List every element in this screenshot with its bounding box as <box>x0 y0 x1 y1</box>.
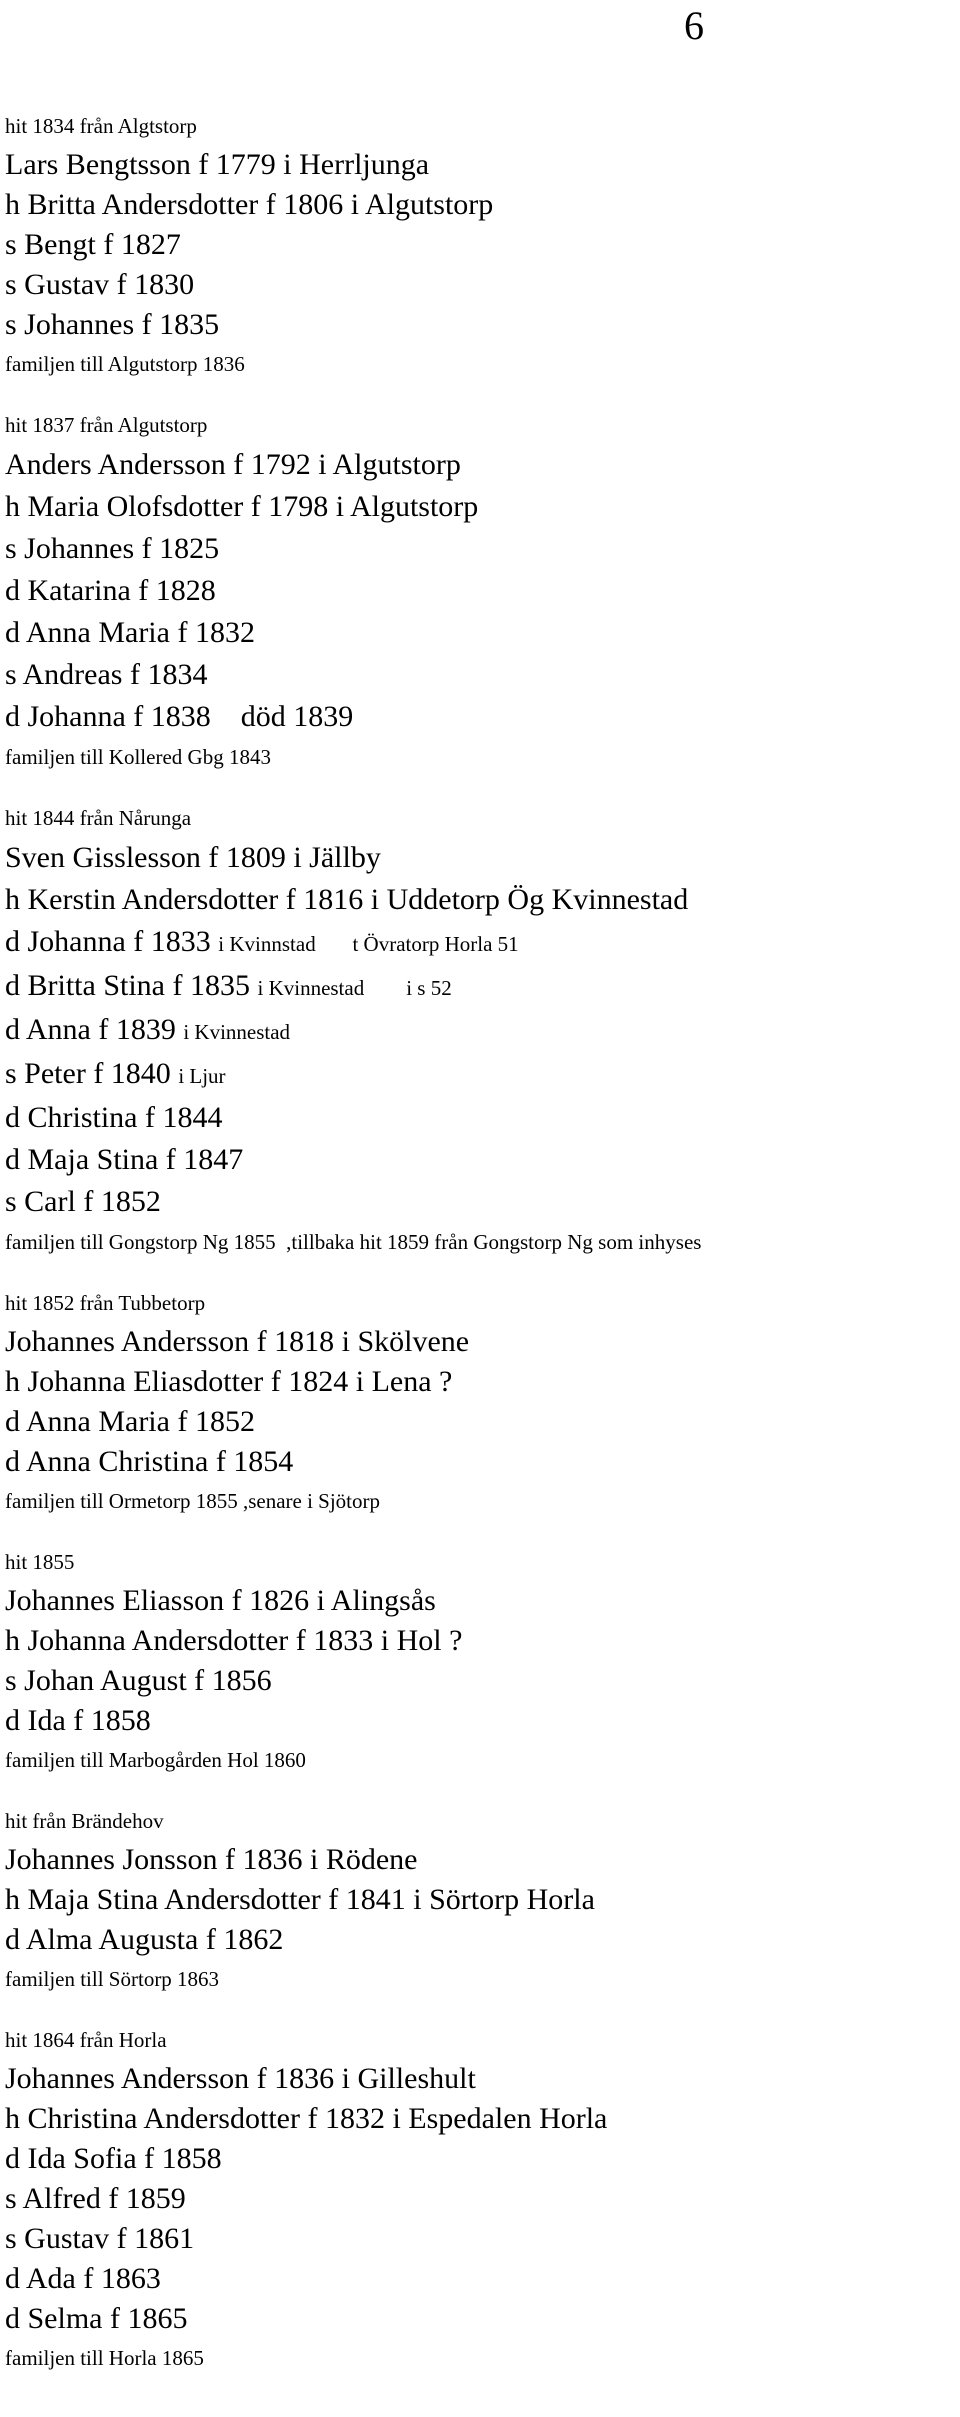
entry-departure-footer: familjen till Horla 1865 <box>5 2346 204 2370</box>
entry-departure-footer: familjen till Gongstorp Ng 1855 ,tillbaka hit 1859 från Gongstorp Ng som inhyses <box>5 1230 702 1254</box>
person-line <box>5 1442 960 1482</box>
person-line <box>5 879 960 921</box>
person-line <box>5 225 960 265</box>
person-line <box>5 486 960 528</box>
person-text: Anders Andersson f 1792 i Algutstorp <box>5 448 461 481</box>
person-line <box>5 1661 960 1701</box>
entry-departure-footer: familjen till Marbogården Hol 1860 <box>5 1748 306 1772</box>
person-note: i Kvinnstad t Övratorp Horla 51 <box>218 932 519 956</box>
person-text: d Christina f 1844 <box>5 1101 223 1134</box>
entry-arrival-header: hit 1837 från Algutstorp <box>5 413 208 437</box>
person-text: Johannes Jonsson f 1836 i Rödene <box>5 1843 418 1876</box>
household-entry <box>5 799 960 1261</box>
person-line <box>5 2179 960 2219</box>
person-note: i Ljur <box>178 1064 226 1088</box>
entry-arrival-header: hit 1855 <box>5 1550 75 1574</box>
person-text: s Johannes f 1835 <box>5 308 220 341</box>
person-text: s Johan August f 1856 <box>5 1664 272 1697</box>
person-text: h Johanna Eliasdotter f 1824 i Lena ? <box>5 1365 453 1398</box>
person-note: i Kvinnestad i s 52 <box>257 976 452 1000</box>
person-text: d Selma f 1865 <box>5 2302 188 2335</box>
household-entry <box>5 1543 960 1779</box>
person-line <box>5 965 960 1009</box>
person-text: d Ida Sofia f 1858 <box>5 2142 222 2175</box>
person-text: s Bengt f 1827 <box>5 228 181 261</box>
person-text: d Katarina f 1828 <box>5 574 216 607</box>
person-line <box>5 1053 960 1097</box>
person-line <box>5 1362 960 1402</box>
person-line <box>5 145 960 185</box>
person-text: Lars Bengtsson f 1779 i Herrljunga <box>5 148 430 181</box>
household-entry <box>5 107 960 383</box>
person-line <box>5 305 960 345</box>
person-text: h Maja Stina Andersdotter f 1841 i Sörtorp Horla <box>5 1883 595 1916</box>
person-text: s Gustav f 1861 <box>5 2222 195 2255</box>
person-line <box>5 1840 960 1880</box>
person-line <box>5 265 960 305</box>
person-text: Sven Gisslesson f 1809 i Jällby <box>5 841 381 874</box>
person-line <box>5 2099 960 2139</box>
person-text: s Carl f 1852 <box>5 1185 161 1218</box>
person-text: d Alma Augusta f 1862 <box>5 1923 284 1956</box>
person-text: h Johanna Andersdotter f 1833 i Hol ? <box>5 1624 463 1657</box>
person-text: s Johannes f 1825 <box>5 532 220 565</box>
person-text: h Christina Andersdotter f 1832 i Espedalen Horla <box>5 2102 608 2135</box>
person-line <box>5 837 960 879</box>
person-text: s Alfred f 1859 <box>5 2182 186 2215</box>
person-line <box>5 1402 960 1442</box>
person-text: d Anna Maria f 1832 <box>5 616 255 649</box>
person-line <box>5 2139 960 2179</box>
person-text: d Anna Christina f 1854 <box>5 1445 294 1478</box>
person-line <box>5 2299 960 2339</box>
person-line <box>5 528 960 570</box>
person-text: h Britta Andersdotter f 1806 i Algutstorp <box>5 188 494 221</box>
person-line <box>5 1701 960 1741</box>
person-line <box>5 1139 960 1181</box>
person-line <box>5 696 960 738</box>
person-text: d Johanna f 1833 <box>5 925 219 958</box>
person-line <box>5 1097 960 1139</box>
person-line <box>5 1880 960 1920</box>
household-entry <box>5 2021 960 2377</box>
entry-departure-footer: familjen till Sörtorp 1863 <box>5 1967 220 1991</box>
document-body <box>5 107 960 2400</box>
entry-arrival-header: hit 1834 från Algtstorp <box>5 114 197 138</box>
person-line <box>5 570 960 612</box>
person-line <box>5 2059 960 2099</box>
person-line <box>5 2259 960 2299</box>
entry-departure-footer: familjen till Kollered Gbg 1843 <box>5 745 271 769</box>
person-text: d Ada f 1863 <box>5 2262 161 2295</box>
person-text: d Johanna f 1838 död 1839 <box>5 700 354 733</box>
person-text: d Maja Stina f 1847 <box>5 1143 244 1176</box>
person-text: Johannes Eliasson f 1826 i Alingsås <box>5 1584 436 1617</box>
person-text: d Anna Maria f 1852 <box>5 1405 255 1438</box>
person-text: Johannes Andersson f 1818 i Skölvene <box>5 1325 470 1358</box>
person-line <box>5 444 960 486</box>
household-entry <box>5 1802 960 1998</box>
person-text: s Peter f 1840 <box>5 1057 179 1090</box>
person-text: d Anna f 1839 <box>5 1013 184 1046</box>
person-line <box>5 1581 960 1621</box>
entry-arrival-header: hit 1844 från Nårunga <box>5 806 192 830</box>
person-line <box>5 1181 960 1223</box>
person-text: s Gustav f 1830 <box>5 268 195 301</box>
person-note: i Kvinnestad <box>183 1020 291 1044</box>
person-line <box>5 1920 960 1960</box>
person-line <box>5 1322 960 1362</box>
person-text: s Andreas f 1834 <box>5 658 208 691</box>
person-text: Johannes Andersson f 1836 i Gilleshult <box>5 2062 476 2095</box>
person-text: d Britta Stina f 1835 <box>5 969 258 1002</box>
entry-arrival-header: hit 1864 från Horla <box>5 2028 167 2052</box>
household-entry <box>5 1284 960 1520</box>
person-line <box>5 1621 960 1661</box>
entry-departure-footer: familjen till Ormetorp 1855 ,senare i Sjötorp <box>5 1489 381 1513</box>
person-text: h Maria Olofsdotter f 1798 i Algutstorp <box>5 490 479 523</box>
person-line <box>5 921 960 965</box>
page-number: 6 <box>684 3 704 48</box>
entry-arrival-header: hit från Brändehov <box>5 1809 164 1833</box>
entry-departure-footer: familjen till Algutstorp 1836 <box>5 352 245 376</box>
entry-arrival-header: hit 1852 från Tubbetorp <box>5 1291 206 1315</box>
person-text: h Kerstin Andersdotter f 1816 i Uddetorp Ög Kvinnestad <box>5 883 689 916</box>
person-line <box>5 612 960 654</box>
person-line <box>5 654 960 696</box>
person-line <box>5 185 960 225</box>
person-text: d Ida f 1858 <box>5 1704 151 1737</box>
household-entry <box>5 406 960 776</box>
person-line <box>5 1009 960 1053</box>
person-line <box>5 2219 960 2259</box>
